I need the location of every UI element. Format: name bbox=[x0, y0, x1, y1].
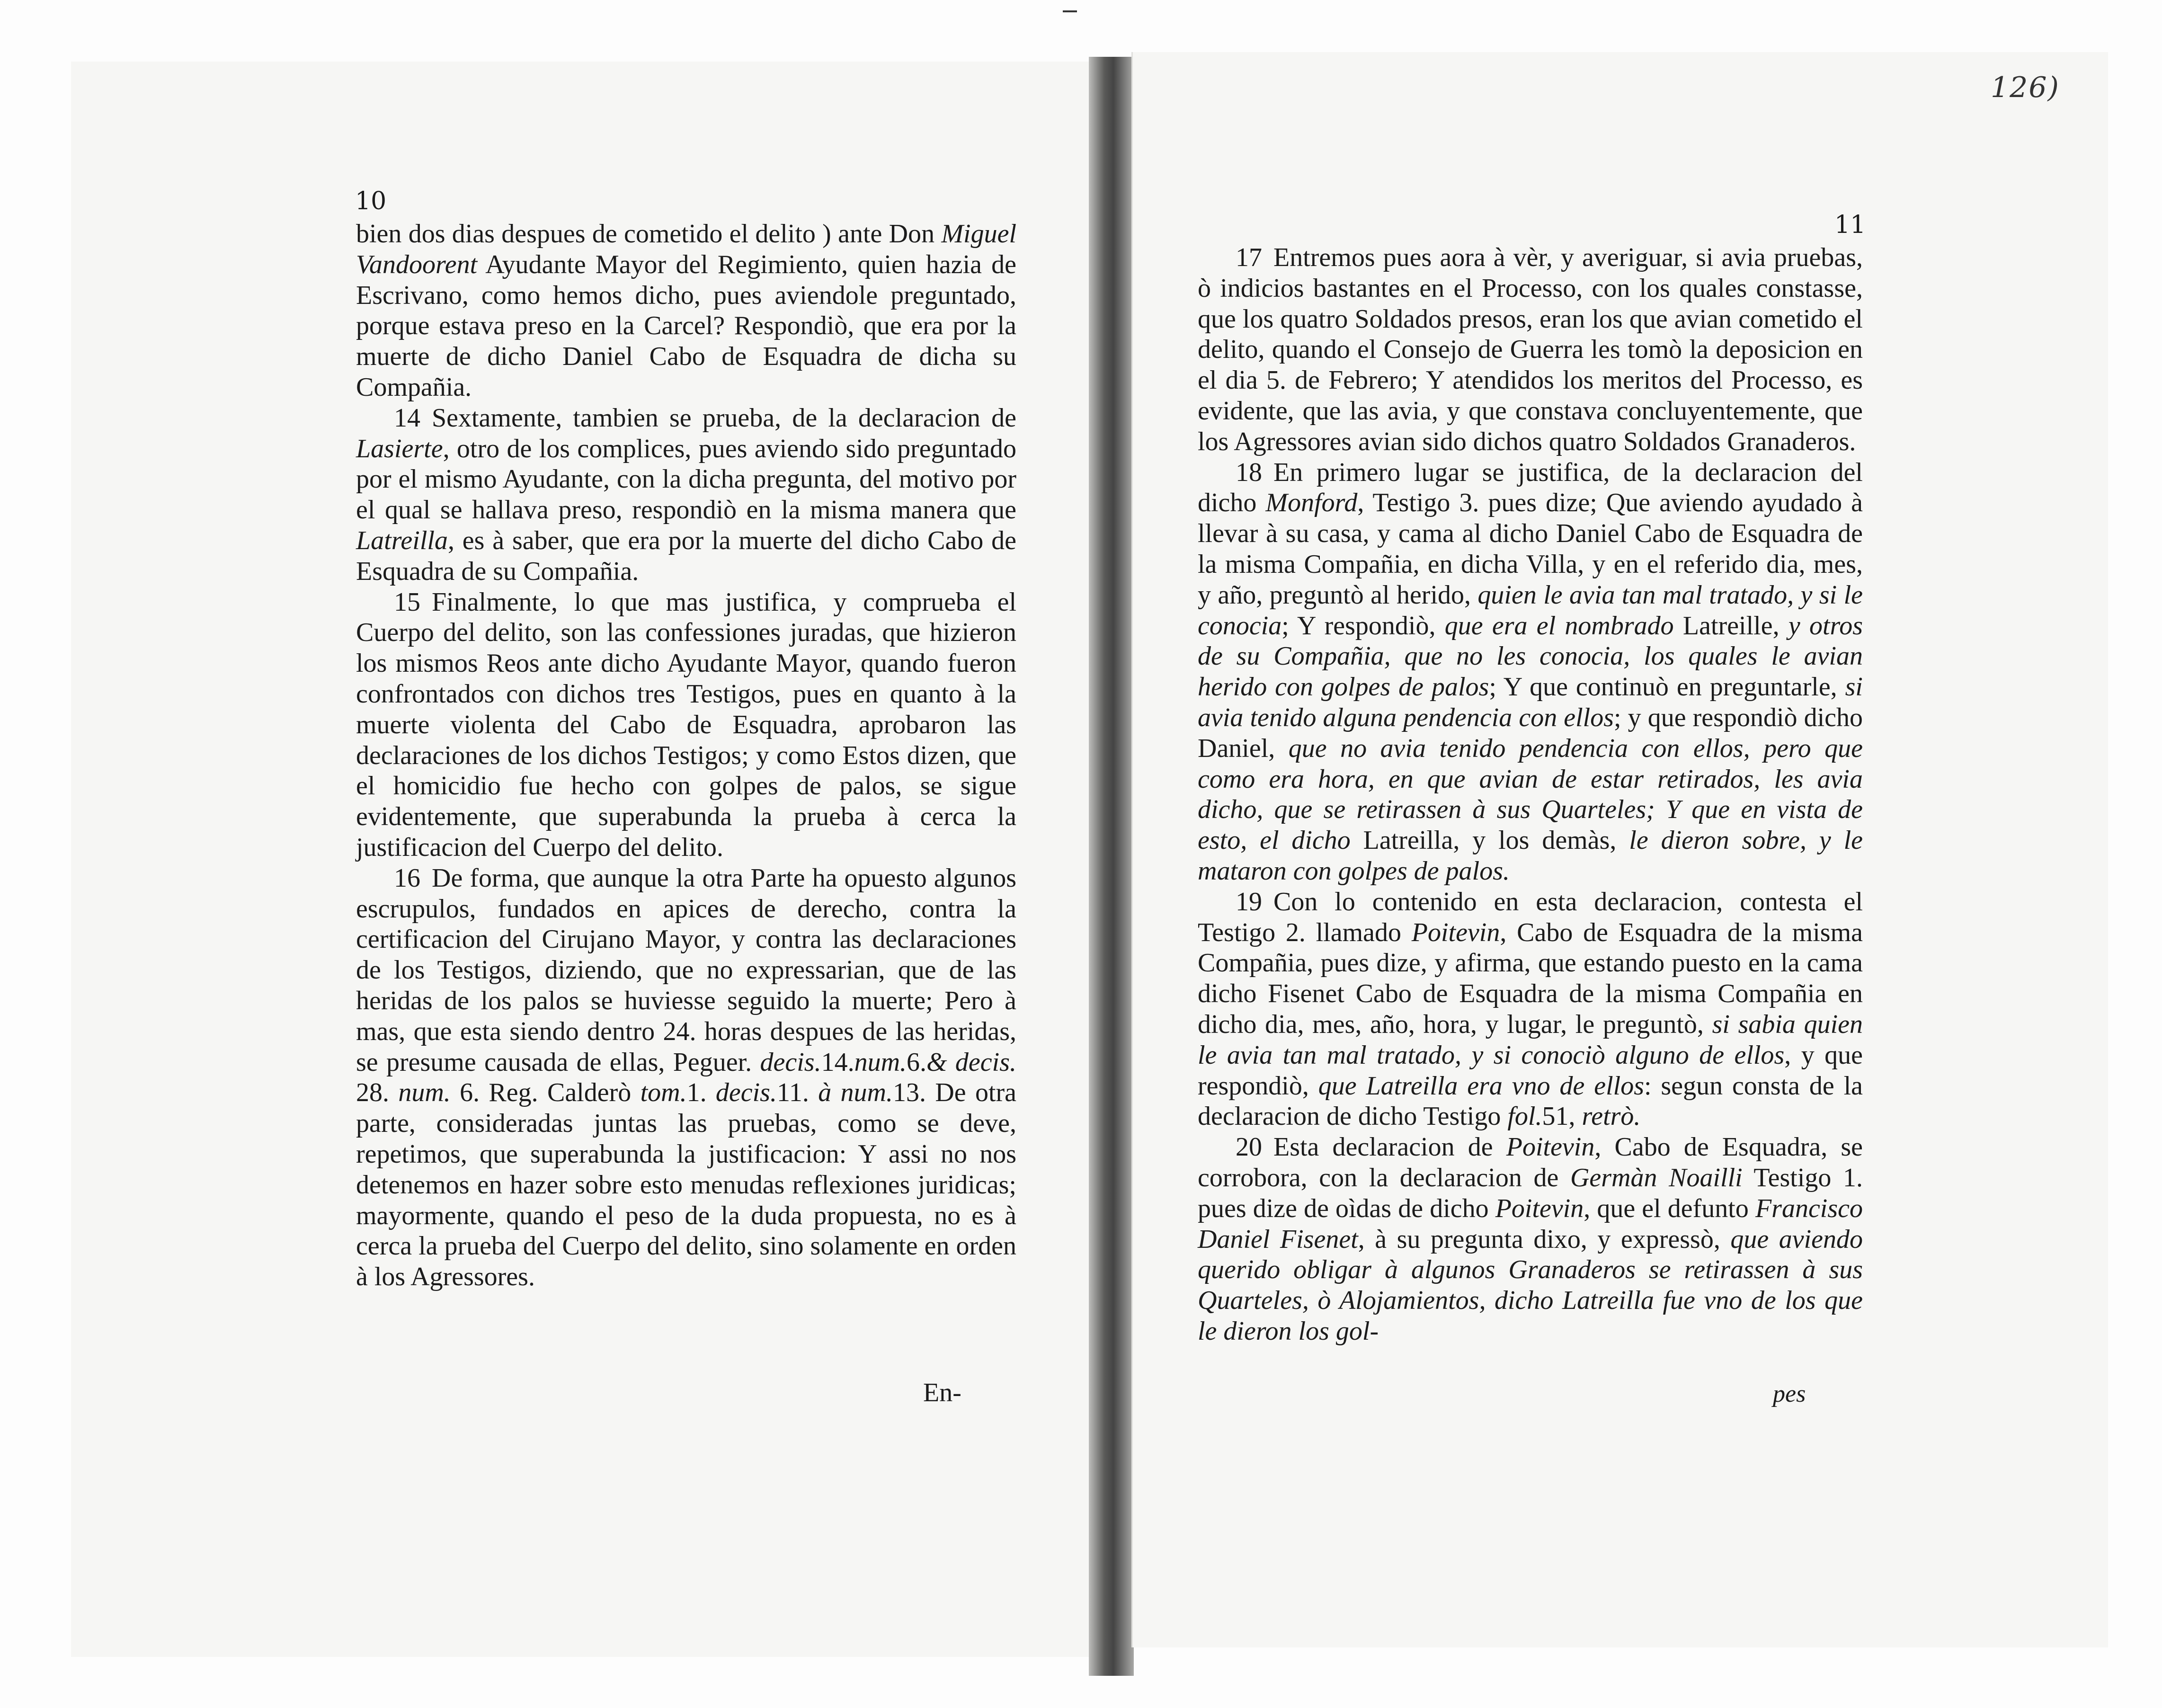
paragraph bbox=[1198, 1132, 1863, 1347]
text-run: 51, bbox=[1542, 1102, 1582, 1131]
paragraph bbox=[356, 863, 1016, 1292]
italic-text-run: Poitevin bbox=[1495, 1193, 1584, 1223]
text-run: Latreille, bbox=[1673, 611, 1788, 640]
paragraph-number: 19 bbox=[1236, 887, 1262, 916]
text-run: , y que respondiò, bbox=[1198, 1040, 1863, 1101]
text-run: , Cabo de Esquadra, se corrobora, con la declaracion de bbox=[1198, 1132, 1863, 1192]
text-run: , à su pregunta dixo, y expressò, bbox=[1358, 1224, 1731, 1254]
paragraph bbox=[1198, 887, 1863, 1132]
text-run: Ayudante Mayor del Regimiento, quien hazia de Escrivano, como hemos dicho, pues aviendole preguntado, porque estava preso en la Carcel? Respondiò, que era por la muerte de dicho Daniel Cabo de Esquadra de dicha su Compañia. bbox=[356, 249, 1016, 402]
paragraph-number: 17 bbox=[1236, 243, 1262, 272]
handwritten-folio-note: 126) bbox=[1991, 71, 2060, 104]
text-run: bien dos dias despues de cometido el delito ) ante Don bbox=[356, 219, 942, 249]
text-run: , otro de los complices, pues aviendo sido preguntado por el mismo Ayudante, con la dicha pregunta, del motivo por el qual se hallava preso, respondiò en la misma manera que bbox=[356, 434, 1016, 525]
italic-text-run: y otros de su Compañia, que no les conocia, los quales le avian herido con golpes de palos bbox=[1198, 611, 1863, 702]
text-run: 6. Reg. Calderò bbox=[450, 1078, 641, 1108]
italic-text-run: retrò. bbox=[1582, 1102, 1641, 1131]
italic-text-run: Poitevin bbox=[1411, 917, 1500, 947]
italic-text-run: à num. bbox=[818, 1078, 893, 1108]
scan-mark bbox=[1063, 10, 1077, 12]
text-run: Finalmente, lo que mas justifica, y comprueba el Cuerpo del delito, son las confessiones juradas, que hizieron los mismos Reos ante dicho Ayudante Mayor, quando fueron confrontados con dichos tres Testigos, pues en quanto à la muerte violenta del Cabo de Esquadra, aprobaron las declaraciones de los dichos Testigos; y como Estos dizen, que el homicidio fue hecho con golpes de palos, se sigue evidentemente, que superabunda la prueba à cerca la justificacion del Cuerpo del delito. bbox=[356, 587, 1016, 862]
text-run: ; Y que continuò en preguntarle, bbox=[1489, 672, 1845, 702]
text-run: Testigo 1. pues dize de oìdas de dicho bbox=[1198, 1163, 1863, 1223]
right-catchword: pes bbox=[1773, 1380, 1806, 1407]
right-page-number: 11 bbox=[1834, 211, 1866, 239]
italic-text-run: Monford bbox=[1265, 488, 1358, 518]
italic-text-run: decis. bbox=[760, 1047, 821, 1077]
italic-text-run: Francisco Daniel Fisenet bbox=[1198, 1193, 1863, 1254]
text-run: 28. bbox=[356, 1078, 399, 1108]
paragraph bbox=[1198, 457, 1863, 887]
italic-text-run: decis. bbox=[715, 1078, 777, 1108]
text-run: Sextamente, tambien se prueba, de la declaracion de bbox=[432, 403, 1016, 433]
left-text-column bbox=[356, 219, 1016, 1292]
left-page-number: 10 bbox=[355, 187, 387, 215]
text-run: 6. bbox=[907, 1047, 927, 1077]
paragraph bbox=[1198, 242, 1863, 457]
italic-text-run: & decis. bbox=[926, 1047, 1016, 1077]
italic-text-run: num. bbox=[854, 1047, 907, 1077]
text-run: , Cabo de Esquadra de la misma Compañia, pues dize, y afirma, que estando puesto en la cama dicho Fisenet Cabo de Esquadra de la misma Compañia en dicho dia, mes, año, hora, y lugar, le preguntò, bbox=[1198, 917, 1863, 1039]
text-run: Entremos pues aora à vèr, y averiguar, si avia pruebas, ò indicios bastantes en el Processo, con los quales constasse, que los quatro Soldados presos, eran los que avian cometido el delito, quando el Consejo de Guerra les tomò la deposicion en el dia 5. de Febrero; Y atendidos los meritos del Processo, es evidente, que las avia, y que constava concluyentemente, que los Agressores avian sido dichos quatro Soldados Granaderos. bbox=[1198, 243, 1863, 456]
text-run: De forma, que aunque la otra Parte ha opuesto algunos escrupulos, fundados en apices de derecho, contra la certificacion del Cirujano Mayor, y contra las declaraciones de los Testigos, diziendo, que no expressarian, que de las heridas de los palos se huviesse seguido la muerte; Pero à mas, que esta siendo dentro 24. horas despues de las heridas, se presume causada de ellas, Peguer. bbox=[356, 863, 1016, 1077]
text-run: ; Y respondiò, bbox=[1281, 611, 1445, 640]
italic-text-run: que Latreilla era vno de ellos bbox=[1318, 1071, 1644, 1101]
text-run: 13. De otra parte, consideradas juntas las pruebas, como se deve, repetimos, que superabunda la justificacion: Y assi no nos detenemos en hazer sobre esto menudas reflexiones juridicas; mayormente, quando el peso de la duda propuesta, no es à cerca la prueba del Cuerpo del delito, sino solamente en orden à los Agressores. bbox=[356, 1078, 1017, 1292]
italic-text-run: que era el nombrado bbox=[1444, 611, 1674, 640]
paragraph bbox=[356, 587, 1016, 863]
italic-text-run: si avia tenido alguna pendencia con ellos bbox=[1198, 672, 1863, 732]
text-run: 1. bbox=[686, 1078, 716, 1108]
text-run: , Testigo 3. pues dize; Que aviendo ayudado à llevar à su casa, y cama al dicho Daniel Cabo de Esquadra de la misma Compañia, en dicha Villa, y en el referido dia, mes, y año, preguntò al herido, bbox=[1198, 488, 1863, 610]
italic-text-run: le dieron sobre, y le mataron con golpes de palos. bbox=[1198, 826, 1863, 886]
paragraph-number: 15 bbox=[394, 587, 420, 617]
text-run: 14. bbox=[821, 1047, 854, 1077]
paragraph bbox=[356, 219, 1016, 403]
italic-text-run: si sabia quien le avia tan mal tratado, y si conociò alguno de ellos bbox=[1198, 1009, 1863, 1070]
italic-text-run: num. bbox=[398, 1078, 451, 1108]
text-run: , es à saber, que era por la muerte del dicho Cabo de Esquadra de su Compañia. bbox=[356, 525, 1016, 586]
paragraph-number: 16 bbox=[394, 863, 420, 893]
italic-text-run: Lasierte bbox=[356, 434, 443, 463]
italic-text-run: quien le avia tan mal tratado, y si le conocia bbox=[1198, 580, 1863, 640]
italic-text-run: Germàn Noailli bbox=[1570, 1163, 1743, 1192]
text-run: Esta declaracion de bbox=[1273, 1132, 1506, 1162]
italic-text-run: Miguel Vandoorent bbox=[356, 219, 1016, 279]
paragraph bbox=[356, 403, 1016, 587]
book-gutter bbox=[1089, 57, 1134, 1676]
right-text-column bbox=[1198, 242, 1863, 1347]
paragraph-number: 14 bbox=[394, 403, 420, 433]
paragraph-number: 20 bbox=[1236, 1132, 1262, 1162]
text-run: ; y que respondiò dicho Daniel, bbox=[1198, 703, 1863, 763]
italic-text-run: fol. bbox=[1507, 1102, 1542, 1131]
italic-text-run: tom. bbox=[640, 1078, 687, 1108]
italic-text-run: Latreilla bbox=[356, 525, 448, 555]
text-run: Latreilla, y los demàs, bbox=[1350, 826, 1629, 855]
text-run: , que el defunto bbox=[1584, 1193, 1755, 1223]
italic-text-run: que no avia tenido pendencia con ellos, pero que como era hora, en que avian de estar retirados, les avia dicho, que se retirassen à sus Quarteles; Y que en vista de esto, el dicho bbox=[1198, 733, 1863, 855]
italic-text-run: Poitevin bbox=[1506, 1132, 1595, 1162]
italic-text-run: que aviendo querido obligar à algunos Granaderos se retirassen à sus Quarteles, ò Alojamientos, dicho Latreilla fue vno de los que le dieron los gol- bbox=[1198, 1224, 1863, 1346]
paragraph-number: 18 bbox=[1236, 457, 1262, 487]
left-catchword: En- bbox=[923, 1378, 961, 1407]
text-run: 11. bbox=[776, 1078, 819, 1108]
text-run: En primero lugar se justifica, de la declaracion del dicho bbox=[1198, 457, 1863, 518]
text-run: Con lo contenido en esta declaracion, contesta el Testigo 2. llamado bbox=[1198, 887, 1863, 947]
text-run: : segun consta de la declaracion de dicho Testigo bbox=[1198, 1071, 1863, 1131]
